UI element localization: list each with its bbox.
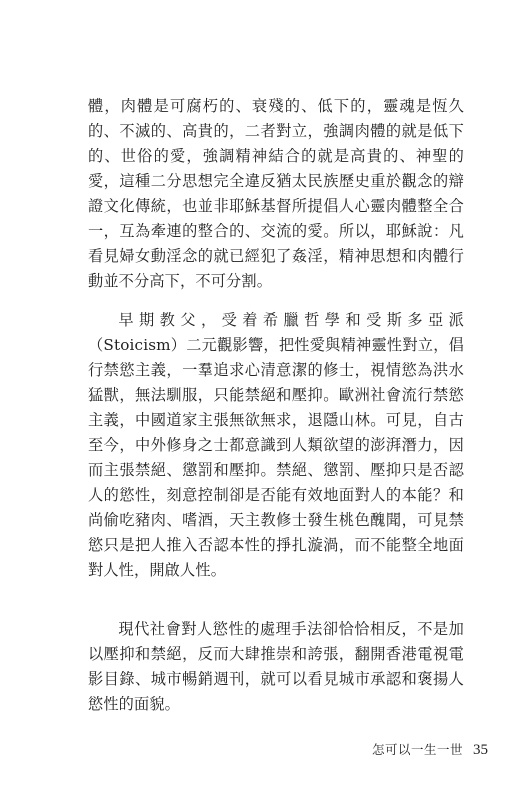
page-number: 35 [473,742,488,758]
body-paragraph-3: 現代社會對人慾性的處理手法卻恰恰相反，不是加以壓抑和禁絕，反而大肆推崇和誇張，翻開香港電視電影目錄、城市暢銷週刊，就可以看見城市承認和褒揚人慾性的面貌。 [88,620,464,713]
running-title: 怎可以一生一世 [371,742,463,757]
body-paragraph-2: 早期教父，受着希臘哲學和受斯多亞派（Stoicism）二元觀影響，把性愛與精神靈性對立，倡行禁慾主義，一羣追求心清意潔的修士，視情慾為洪水猛獸，無法馴服，只能禁絕和壓抑。歐洲社會流行禁慾主義，中國道家主張無欲無求，退隱山林。可見，自古至今，中外修身之士都意識到人類欲望的澎湃潛力，因而主張禁絕、懲罰和壓抑。禁絕、懲罰、壓抑只是否認人的慾性，刻意控制卻是否能有效地面對人的本能？和尚偷吃豬肉、嗜酒，天主教修士發生桃色醜聞，可見禁慾只是把人推入否認本性的掙扎漩渦，而不能整全地面對人性，開啟人性。 [88,311,464,579]
body-paragraph-1: 體，肉體是可腐朽的、衰殘的、低下的，靈魂是恆久的、不滅的、高貴的，二者對立，強調肉體的就是低下的、世俗的愛，強調精神結合的就是高貴的、神聖的愛，這種二分思想完全違反猶太民族歷史重於觀念的辯證文化傳統，也並非耶穌基督所提倡人心靈肉體整全合一，互為牽連的整合的、交流的愛。所以，耶穌說：凡看見婦女動淫念的就已經犯了姦淫，精神思想和肉體行動並不分高下，不可分割。 [88,97,464,290]
page-footer [300,740,488,759]
